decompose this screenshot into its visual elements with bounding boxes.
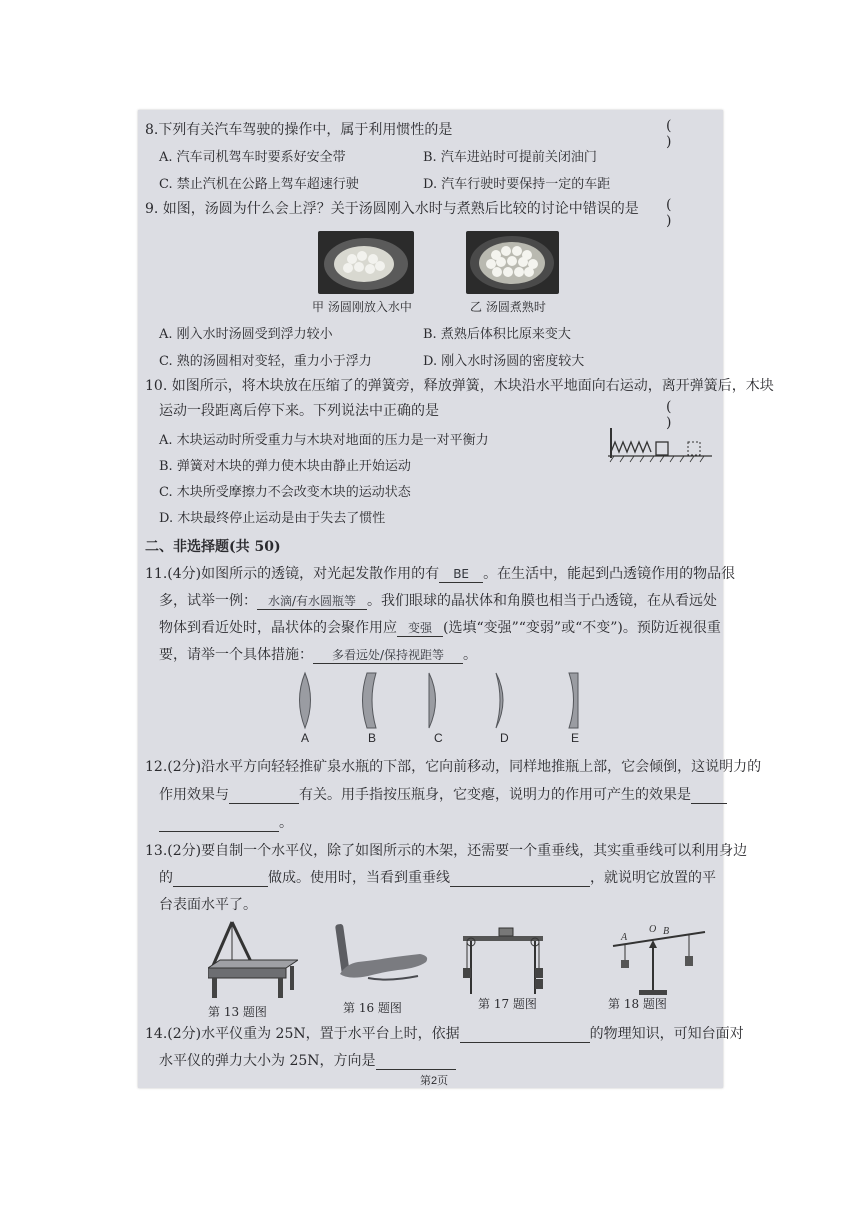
q11-line1-text-b: 。在生活中，能起到凸透镜作用的物品很 bbox=[483, 566, 736, 582]
q10-answer-paren: ( ) bbox=[666, 399, 686, 431]
q14-line1-text-a: 14.(2分)水平仪重为 25N，置于水平台上时，依据 bbox=[145, 1026, 460, 1042]
q11-answer-1: BE bbox=[439, 566, 483, 583]
q8-stem: 8.下列有关汽车驾驶的操作中，属于利用惯性的是 bbox=[145, 122, 453, 138]
q11-answer-3: 变强 bbox=[397, 620, 443, 637]
q13-line2-text-c: ，就说明它放置的平 bbox=[590, 870, 716, 886]
fig16-caption: 第 16 题图 bbox=[343, 1001, 402, 1015]
fig13-caption: 第 13 题图 bbox=[208, 1005, 267, 1019]
q11-line3-text-a: 物体到看近处时，晶状体的会聚作用应 bbox=[159, 620, 397, 636]
q8-option-a: A. 汽车司机驾车时要系好安全带 bbox=[159, 150, 346, 165]
q14-line1-text-b: 的物理知识，可知台面对 bbox=[589, 1026, 744, 1042]
lens-label-d: D bbox=[500, 731, 509, 745]
tangyuan-cooked-photo bbox=[466, 231, 559, 294]
q13-line2-text-b: 做成。使用时，当看到重垂线 bbox=[268, 870, 450, 886]
lens-b-concave-icon bbox=[363, 673, 377, 728]
q10-option-b: B. 弹簧对木块的弹力使木块由静止开始运动 bbox=[159, 459, 411, 474]
lens-diagram bbox=[288, 670, 588, 746]
q11-line1 bbox=[145, 562, 735, 586]
q9-stem: 9. 如图，汤圆为什么会上浮？关于汤圆刚入水时与煮熟后比较的讨论中错误的是 bbox=[145, 201, 639, 217]
exam-page bbox=[138, 110, 774, 1088]
q13-line1: 13.(2分)要自制一个水平仪，除了如图所示的木架，还需要一个重垂线，其实重垂线可以利用身边 bbox=[145, 843, 748, 859]
q11-line2 bbox=[159, 589, 717, 613]
q14-line2-text-a: 水平仪的弹力大小为 25N，方向是 bbox=[159, 1053, 376, 1069]
lens-label-e: E bbox=[571, 731, 580, 745]
q9-option-d: D. 刚入水时汤圆的密度较大 bbox=[423, 354, 585, 369]
fig18-lever bbox=[603, 916, 713, 1000]
q13-blank-1 bbox=[173, 870, 268, 887]
q9-caption-b: 乙 汤圆煮熟时 bbox=[470, 300, 546, 314]
q12-line3-text: 。 bbox=[279, 815, 293, 831]
q13-line2-text-a: 的 bbox=[159, 870, 173, 886]
q12-line2-text-a: 作用效果与 bbox=[159, 787, 229, 803]
lens-d-meniscus-icon bbox=[496, 673, 503, 728]
q11-line3 bbox=[159, 616, 721, 640]
lens-e-plano-concave-icon bbox=[569, 673, 578, 728]
q11-line2-text-b: 。我们眼球的晶状体和角膜也相当于凸透镜，在从看远处 bbox=[367, 593, 717, 609]
section-heading: 二、非选择题(共 50) bbox=[145, 539, 281, 555]
fig18-label-o: O bbox=[649, 924, 657, 935]
q8-option-c: C. 禁止汽机在公路上驾车超速行驶 bbox=[159, 177, 359, 192]
tangyuan-raw-image bbox=[318, 231, 414, 294]
lens-label-a: A bbox=[301, 731, 310, 745]
q13-blank-2 bbox=[450, 870, 590, 887]
q13-line3: 台表面水平了。 bbox=[159, 897, 257, 913]
fig17-caption: 第 17 题图 bbox=[478, 997, 537, 1011]
q11-answer-4: 多看远处/保持视距等 bbox=[313, 647, 463, 664]
q14-blank-1 bbox=[460, 1026, 590, 1043]
lens-a-convex-icon bbox=[300, 673, 311, 728]
tangyuan-raw-photo bbox=[318, 231, 414, 294]
q11-line4 bbox=[159, 643, 477, 667]
q12-line1: 12.(2分)沿水平方向轻轻推矿泉水瓶的下部，它向前移动，同样地推瓶上部，它会倾倒，这说明力的 bbox=[145, 759, 762, 775]
q10-option-a: A. 木块运动时所受重力与木块对地面的压力是一对平衡力 bbox=[159, 433, 489, 448]
q8-option-b: B. 汽车进站时可提前关闭油门 bbox=[423, 150, 597, 165]
q8-answer-paren: ( ) bbox=[666, 118, 686, 150]
fig18-caption: 第 18 题图 bbox=[608, 997, 667, 1011]
fig17-pulley-setup bbox=[463, 916, 553, 996]
q12-line2-text-b: 有关。用手指按压瓶身，它变瘪，说明力的作用可产生的效果是 bbox=[299, 787, 691, 803]
q12-line2 bbox=[159, 783, 727, 807]
q10-stem-line1: 10. 如图所示，将木块放在压缩了的弹簧旁，释放弹簧，木块沿水平地面向右运动，离开弹簧后，木块 bbox=[145, 378, 774, 394]
q13-line2 bbox=[159, 866, 716, 890]
q9-option-a: A. 刚入水时汤圆受到浮力较小 bbox=[159, 327, 333, 342]
fig18-label-b: B bbox=[663, 926, 670, 937]
q14-line2 bbox=[159, 1049, 456, 1073]
q10-stem-line2: 运动一段距离后停下来。下列说法中正确的是 bbox=[159, 403, 439, 419]
q9-caption-a: 甲 汤圆刚放入水中 bbox=[312, 300, 412, 314]
q10-option-c: C. 木块所受摩擦力不会改变木块的运动状态 bbox=[159, 485, 411, 500]
q11-line4-text-b: 。 bbox=[463, 647, 477, 663]
fig16-hand-pen bbox=[328, 916, 438, 996]
q11-line2-text-a: 多，试举一例： bbox=[159, 593, 257, 609]
lens-label-c: C bbox=[434, 731, 443, 745]
q11-answer-2: 水滴/有水圆瓶等 bbox=[257, 593, 367, 610]
q11-line4-text-a: 要，请举一个具体措施： bbox=[159, 647, 313, 663]
q11-line3-text-b: (选填“变强”“变弱”或“不变”)。预防近视很重 bbox=[443, 620, 721, 636]
q12-line3 bbox=[159, 811, 293, 835]
fig18-label-a: A bbox=[621, 932, 628, 943]
q14-blank-2 bbox=[376, 1053, 456, 1070]
fig13-wooden-frame bbox=[208, 916, 298, 1000]
lens-label-b: B bbox=[368, 731, 377, 745]
q12-blank-2 bbox=[691, 787, 727, 804]
q12-blank-1 bbox=[229, 787, 299, 804]
q9-option-b: B. 煮熟后体积比原来变大 bbox=[423, 327, 571, 342]
q10-option-d: D. 木块最终停止运动是由于失去了惯性 bbox=[159, 511, 386, 526]
q9-option-c: C. 熟的汤圆相对变轻，重力小于浮力 bbox=[159, 354, 372, 369]
q12-blank-2-cont bbox=[159, 815, 279, 832]
lens-c-plano-convex-icon bbox=[429, 673, 436, 728]
q8-option-d: D. 汽车行驶时要保持一定的车距 bbox=[423, 177, 611, 192]
q9-answer-paren: ( ) bbox=[666, 197, 686, 229]
q11-line1-text-a: 11.(4分)如图所示的透镜，对光起发散作用的有 bbox=[145, 566, 440, 582]
page-number: 第2页 bbox=[420, 1075, 449, 1087]
spring-block-diagram bbox=[608, 424, 713, 464]
tangyuan-cooked-image bbox=[466, 231, 559, 294]
q14-line1 bbox=[145, 1022, 744, 1046]
